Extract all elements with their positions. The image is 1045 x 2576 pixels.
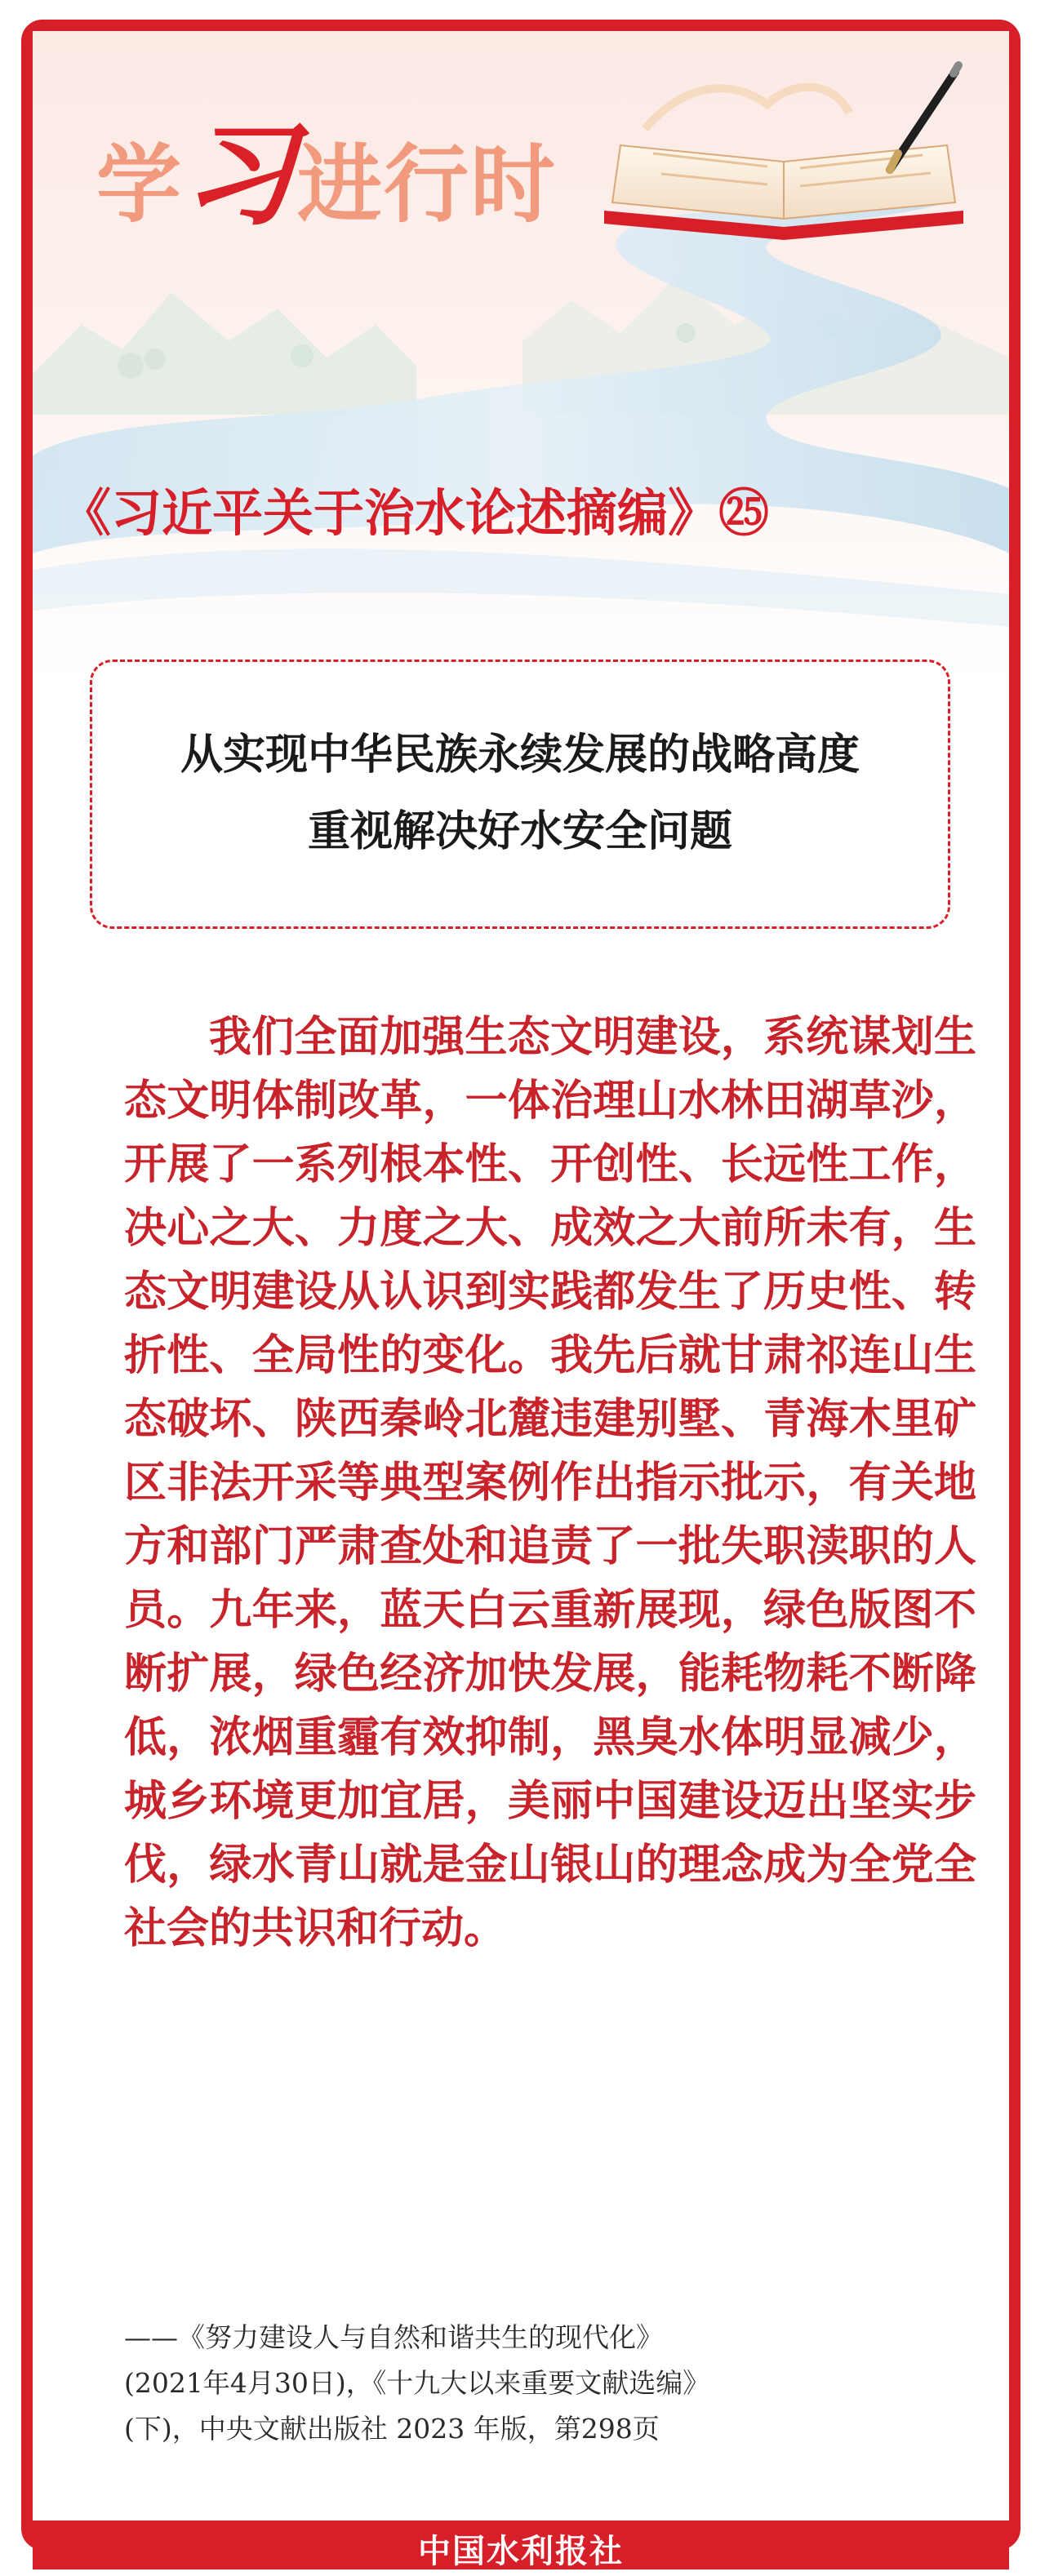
footer-bar [33,2520,1009,2569]
subtitle-line-2: 重视解决好水安全问题 [307,806,732,856]
citation-line-1: ——《努力建设人与自然和谐共生的现代化》 [124,2321,663,2353]
column-title-part1: 学 [96,135,184,234]
column-title-part3: 进行时 [297,135,558,234]
column-title-part2: 习 [183,109,298,241]
source-citation [124,2315,976,2452]
excerpt-body: 我们全面加强生态文明建设，系统谋划生态文明体制改革，一体治理山水林田湖草沙，开展了一系列根本性、开创性、长远性工作，决心之大、力度之大、成效之大前所未有，生态文明建设从认识到实践都发生了历史性、转折性、全局性的变化。我先后就甘肃祁连山生态破坏、陕西秦岭北麓违建别墅、青海木里矿区非法开采等典型案例作出指示批示，有关地方和部门严肃查处和追责了一批失职渎职的人员。九年来，蓝天白云重新展现，绿色版图不断扩展，绿色经济加快发展，能耗物耗不断降低，浓烟重霾有效抑制，黑臭水体明显减少，城乡环境更加宜居，美丽中国建设迈出坚实步伐，绿水青山就是金山银山的理念成为全党全社会的共识和行动。 [124,1012,976,1953]
citation-line-3: (下)，中央文献出版社 2023 年版，第298页 [124,2413,660,2445]
subtitle-box [90,660,950,929]
column-title [96,109,558,241]
subtitle-line-1: 从实现中华民族永续发展的战略高度 [180,730,860,779]
series-title: 《习近平关于治水论述摘编》㉕ [60,483,770,543]
poster-frame [21,20,1021,2570]
publisher-name: 中国水利报社 [418,2532,624,2570]
citation-line-2: (2021年4月30日)，《十九大以来重要文献选编》 [124,2367,710,2399]
